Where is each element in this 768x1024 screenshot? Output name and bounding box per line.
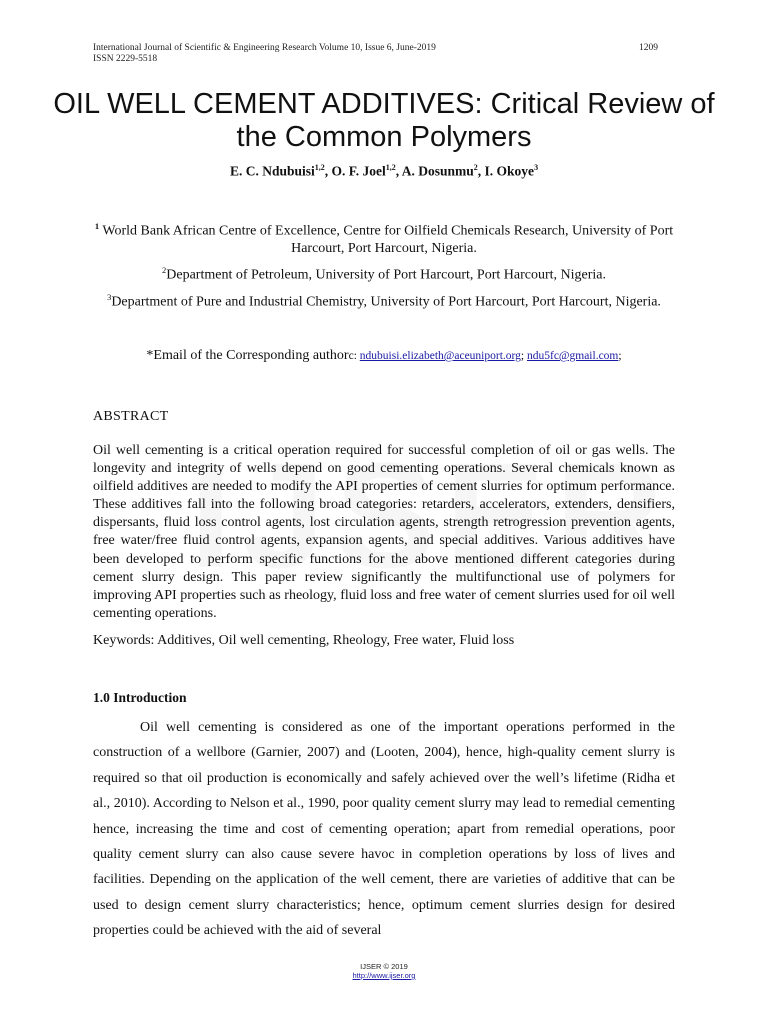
- email-link-2[interactable]: ndu5fc@gmail.com: [526, 350, 619, 362]
- corresponding-email: [90, 348, 678, 364]
- author-affil-mark: 2: [473, 163, 478, 172]
- author-name: O. F. Joel: [331, 163, 386, 179]
- affiliation-2: [90, 262, 678, 284]
- affiliation-3: [90, 289, 678, 311]
- affiliation-mark: 1: [94, 221, 100, 231]
- paper-title: OIL WELL CEMENT ADDITIVES: Critical Review of the Common Polymers: [53, 88, 715, 153]
- email-link-1[interactable]: ndubuisi.elizabeth@aceuniport.org: [359, 350, 521, 362]
- author-separator: ,: [324, 163, 332, 179]
- footer-copyright: IJSER © 2019: [360, 962, 408, 971]
- email-separator: ;: [520, 350, 527, 362]
- abstract-text: Oil well cementing is a critical operation required for successful completion of oil or gas wells. The longevity and integrity of wells depend on good cementing operations. Several chemicals known as oilfield additives are needed to modify the API properties of cement slurries for optimum performance. These additives fall into the following broad categories: retarders, accelerators, extenders, densifiers, dispersants, fluid loss control agents, lost circulation agents, strength retrogression prevention agents, free water/free fluid control agents, expansion agents, and special additives. Various additives have been developed to perform specific functions for the above mentioned different categories during cement slurry design. This paper review significantly the multifunctional use of polymers for improving API properties such as rheology, fluid loss and free water of cement slurries used for oil well cementing operations.: [93, 443, 675, 621]
- affiliation-text: Department of Petroleum, University of Port Harcourt, Port Harcourt, Nigeria.: [166, 267, 606, 283]
- journal-line: International Journal of Scientific & Engineering Research Volume 10, Issue 6, June-2019: [93, 43, 436, 53]
- affiliation-text: Department of Pure and Industrial Chemistry, University of Port Harcourt, Port Harcourt, Nigeria.: [111, 294, 661, 310]
- running-header: [93, 43, 658, 65]
- author-affil-mark: 3: [534, 163, 539, 172]
- keywords: Keywords: Additives, Oil well cementing, Rheology, Free water, Fluid loss: [93, 633, 515, 648]
- footer-url-link[interactable]: http://www.ijser.org: [352, 971, 416, 980]
- email-end: ;: [618, 350, 622, 362]
- author-name: E. C. Ndubuisi: [229, 163, 315, 179]
- author-list: [40, 163, 728, 180]
- author-name: I. Okoye: [484, 163, 535, 179]
- author-separator: ,: [477, 163, 485, 179]
- affiliation-1: [90, 218, 678, 257]
- issn: ISSN 2229-5518: [93, 54, 158, 64]
- page-number: 1209: [639, 43, 658, 53]
- section-heading-introduction: 1.0 Introduction: [93, 690, 187, 705]
- page-footer: [334, 962, 434, 980]
- affiliation-text: World Bank African Centre of Excellence, Centre for Oilfield Chemicals Research, University of Port Harcourt, Port Harcourt, Nigeria.: [99, 223, 674, 256]
- author-affil-mark: 1,2: [314, 163, 325, 172]
- email-label: *Email of the Corresponding author: [146, 348, 349, 363]
- affiliation-mark: 2: [162, 265, 167, 275]
- author-affil-mark: 1,2: [385, 163, 396, 172]
- affiliation-mark: 3: [107, 292, 112, 302]
- email-label-suffix: c:: [348, 350, 360, 362]
- abstract-heading: ABSTRACT: [93, 409, 169, 424]
- author-separator: ,: [395, 163, 402, 179]
- introduction-text: Oil well cementing is considered as one of the important operations performed in the construction of a wellbore (Garnier, 2007) and (Looten, 2004), hence, high-quality cement slurry is required so that oil production is economically and safely achieved over the well’s lifetime (Ridha et al., 2010). According to Nelson et al., 1990, poor quality cement slurry may lead to remedial cementing hence, increasing the time and cost of cementing operation; apart from remedial operations, poor quality cement slurry can also cause severe havoc in completion operations by loss of lives and facilities. Depending on the application of the well cement, there are varieties of additive that can be used to design cement slurry characteristics; hence, optimum cement slurries design for desired properties could be achieved with the aid of several: [93, 720, 675, 939]
- author-name: A. Dosunmu: [401, 163, 474, 179]
